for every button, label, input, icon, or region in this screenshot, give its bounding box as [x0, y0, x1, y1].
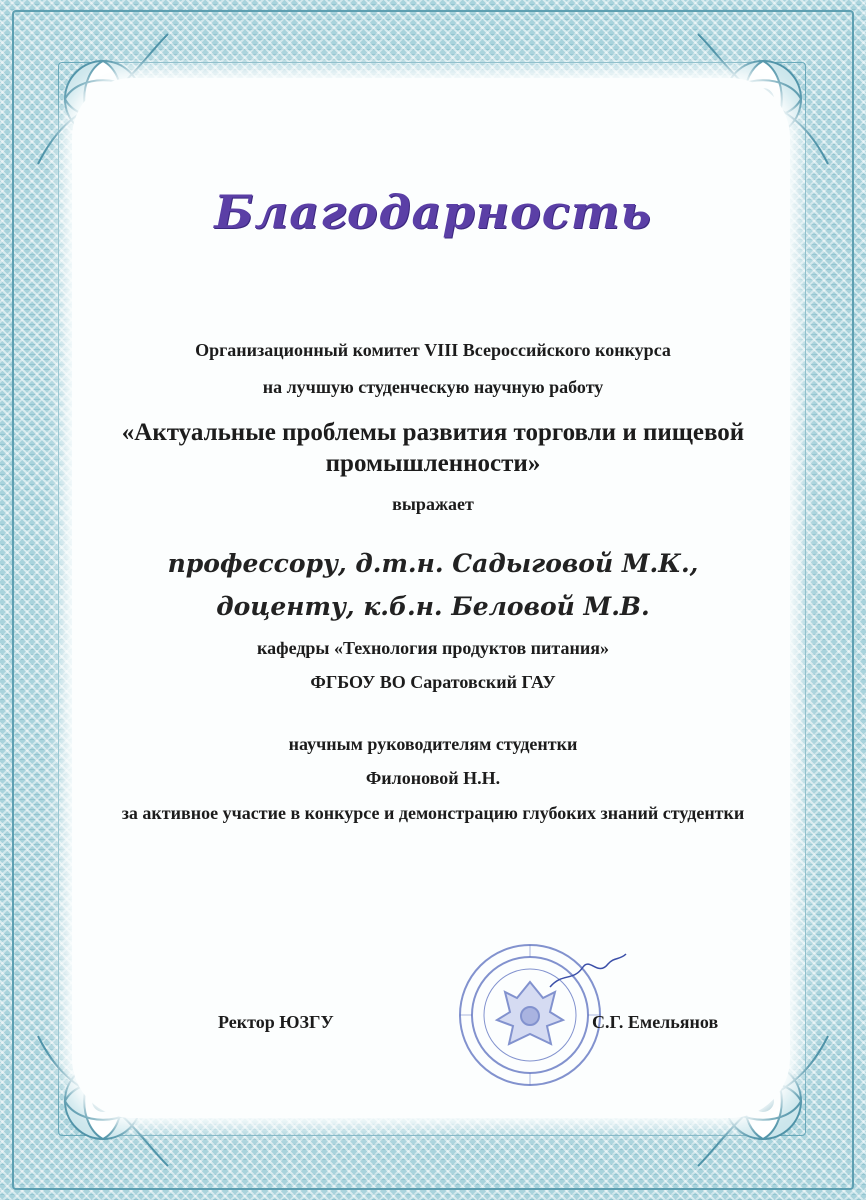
- role-line: научным руководителям студентки: [288, 734, 578, 754]
- recipient-2: доценту, к.б.н. Беловой М.В.: [216, 592, 650, 621]
- expresses-text: выражает: [392, 494, 474, 514]
- certificate-title: Благодарность: [214, 185, 652, 239]
- recipient-1: профессору, д.т.н. Садыговой М.К.,: [167, 549, 699, 578]
- committee-line-1: Организационный комитет VIII Всероссийского конкурса: [195, 340, 671, 360]
- signature-icon: [548, 952, 628, 992]
- student-name: Филоновой Н.Н.: [365, 768, 501, 788]
- signatory-position: Ректор ЮЗГУ: [218, 1012, 334, 1032]
- contest-name: «Актуальные проблемы развития торговли и пищевой промышленности»: [121, 419, 745, 477]
- department-text: кафедры «Технология продуктов питания»: [257, 638, 609, 658]
- committee-line-2: на лучшую студенческую научную работу: [262, 377, 604, 397]
- signatory-name: С.Г. Емельянов: [592, 1012, 719, 1032]
- university-text: ФГБОУ ВО Саратовский ГАУ: [310, 672, 556, 692]
- reason-text: за активное участие в конкурсе и демонстрацию глубоких знаний студентки: [121, 803, 745, 823]
